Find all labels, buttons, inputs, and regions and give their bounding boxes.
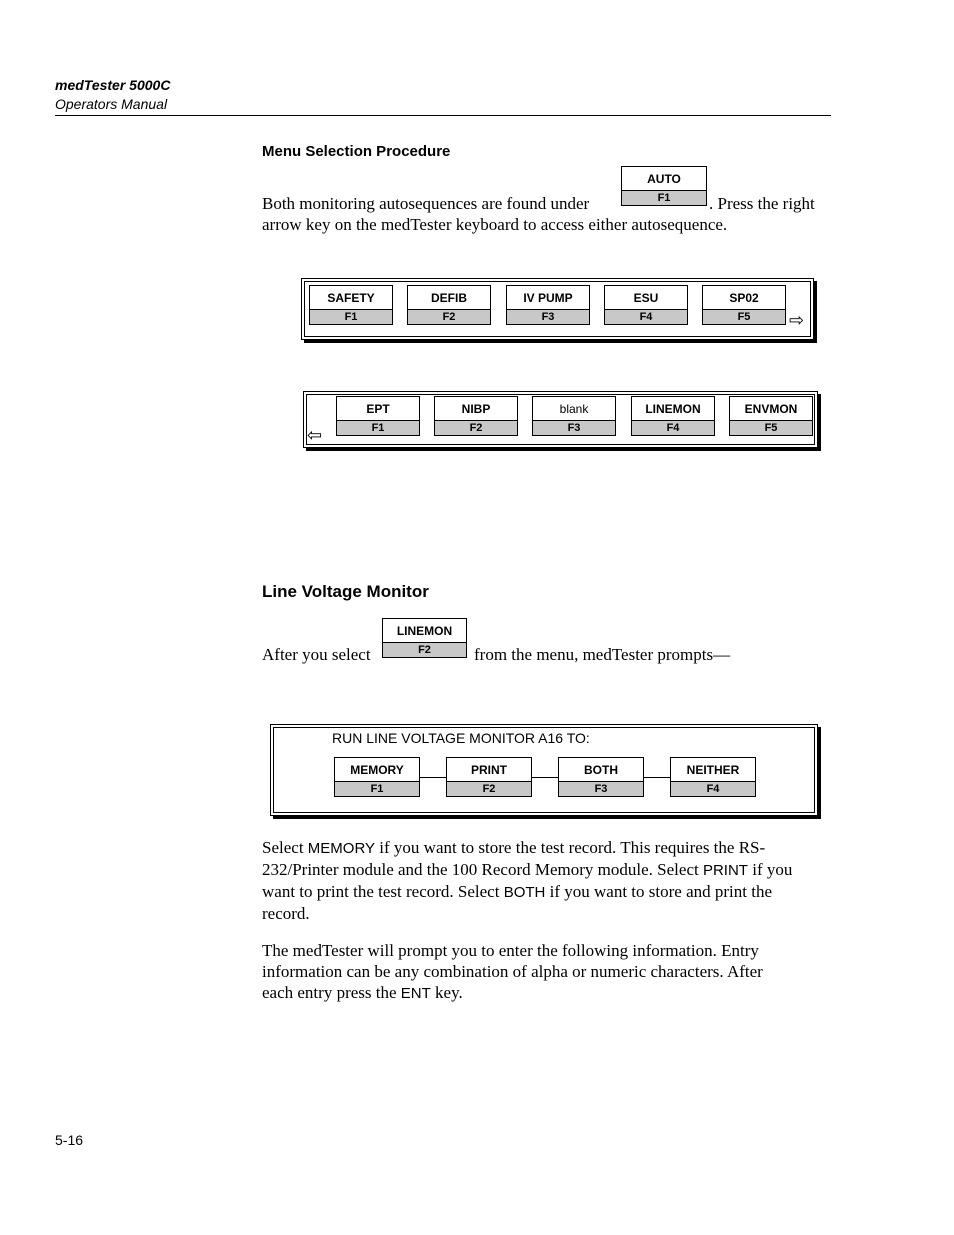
option-neither-fn: F4 xyxy=(671,781,755,796)
menu2-key-5-fn: F5 xyxy=(730,420,812,435)
term-memory: MEMORY xyxy=(307,840,376,857)
para-menu-line2: arrow key on the medTester keyboard to access either autosequence. xyxy=(262,215,728,234)
menu1-key-3-label: IV PUMP xyxy=(523,291,573,305)
menu1-key-2-label: DEFIB xyxy=(431,291,467,305)
option-connector xyxy=(420,777,446,778)
auto-key xyxy=(621,166,707,206)
option-memory-key xyxy=(334,757,420,797)
linemon-key-label: LINEMON xyxy=(396,624,453,638)
section-heading-menu-selection: Menu Selection Procedure xyxy=(262,143,451,160)
auto-key-label: AUTO xyxy=(647,172,681,186)
menu2-key-1 xyxy=(336,396,420,436)
menu1-key-3 xyxy=(506,285,590,325)
menu2-key-5 xyxy=(729,396,813,436)
para-menu-line1a: Both monitoring autosequences are found under xyxy=(262,194,590,213)
menu2-key-2-label: NIBP xyxy=(461,402,491,416)
option-both-key xyxy=(558,757,644,797)
option-memory-label: MEMORY xyxy=(350,763,404,777)
menu1-key-1-fn: F1 xyxy=(310,309,392,324)
option-connector xyxy=(644,777,670,778)
page-number: 5-16 xyxy=(55,1132,84,1148)
menu1-key-4-fn: F4 xyxy=(605,309,687,324)
para-linemon-after: from the menu, medTester prompts— xyxy=(474,645,731,664)
menu1-key-1 xyxy=(309,285,393,325)
menu2-key-3 xyxy=(532,396,616,436)
menu2-key-3-label: blank xyxy=(559,402,589,416)
option-print-label: PRINT xyxy=(471,763,507,777)
menu2-key-2 xyxy=(434,396,518,436)
option-print-key xyxy=(446,757,532,797)
header-divider xyxy=(55,115,831,116)
menu1-key-3-fn: F3 xyxy=(507,309,589,324)
manual-subtitle: Operators Manual xyxy=(55,96,168,112)
term-print: PRINT xyxy=(702,862,748,879)
prompt-text: RUN LINE VOLTAGE MONITOR A16 TO: xyxy=(332,730,590,746)
term-both: BOTH xyxy=(503,884,546,901)
menu1-key-1-label: SAFETY xyxy=(327,291,375,305)
option-both-label: BOTH xyxy=(584,763,618,777)
menu2-key-2-fn: F2 xyxy=(435,420,517,435)
menu1-key-5-label: SP02 xyxy=(729,291,759,305)
para-entry-info: The medTester will prompt you to enter the following information. Entry information can be any combination of alpha or numeric characters. After each entry press the ENT key. xyxy=(262,941,763,1002)
menu1-key-4 xyxy=(604,285,688,325)
manual-title: medTester 5000C xyxy=(55,77,171,93)
menu1-key-4-label: ESU xyxy=(633,291,659,305)
menu1-key-2-fn: F2 xyxy=(408,309,490,324)
option-connector xyxy=(532,777,558,778)
para-select-options: Select MEMORY if you want to store the test record. This requires the RS- 232/Printer module and the 100 Record Memory module. Select PRINT if you want to print the test record. Select BOTH if you want to store and print the record. xyxy=(262,838,793,923)
menu2-key-1-fn: F1 xyxy=(337,420,419,435)
menu2-key-4-label: LINEMON xyxy=(645,402,701,416)
menu2-key-5-label: ENVMON xyxy=(744,402,798,416)
linemon-key xyxy=(382,618,467,658)
left-arrow-icon: ⇦ xyxy=(307,425,323,445)
option-neither-key xyxy=(670,757,756,797)
menu1-key-5 xyxy=(702,285,786,325)
para-linemon-before: After you select xyxy=(262,645,371,664)
para-menu-line1b: . Press the right xyxy=(709,194,815,213)
option-memory-fn: F1 xyxy=(335,781,419,796)
auto-key-fn: F1 xyxy=(622,190,706,205)
section-heading-line-voltage-monitor: Line Voltage Monitor xyxy=(262,582,429,601)
menu1-key-2 xyxy=(407,285,491,325)
menu1-key-5-fn: F5 xyxy=(703,309,785,324)
option-both-fn: F3 xyxy=(559,781,643,796)
menu2-key-4 xyxy=(631,396,715,436)
menu2-key-4-fn: F4 xyxy=(632,420,714,435)
right-arrow-icon: ⇨ xyxy=(789,310,805,330)
menu2-key-1-label: EPT xyxy=(366,402,390,416)
option-neither-label: NEITHER xyxy=(686,763,740,777)
linemon-key-fn: F2 xyxy=(383,642,466,657)
option-print-fn: F2 xyxy=(447,781,531,796)
menu2-key-3-fn: F3 xyxy=(533,420,615,435)
term-ent: ENT xyxy=(400,985,431,1002)
